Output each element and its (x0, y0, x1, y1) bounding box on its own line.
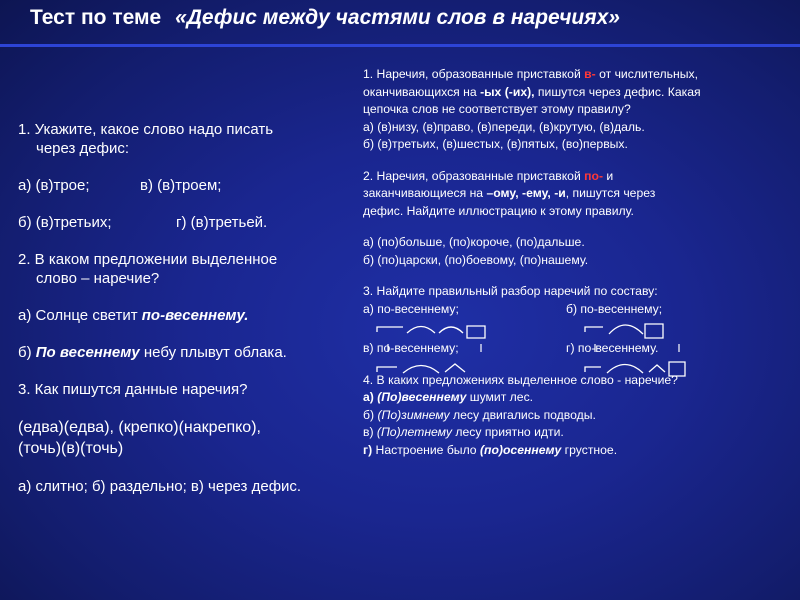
suffix-mark-g (649, 365, 665, 372)
right-column (363, 66, 788, 459)
root-arc-a2 (439, 327, 463, 333)
r1-line2: оканчивающихся на -ых (-их), пишутся через дефис. Какая (363, 84, 701, 99)
q1-text-line1: 1. Укажите, какое слово надо писать (18, 121, 274, 138)
r3-parse-row1 (363, 318, 788, 340)
morpheme-marks-ab (363, 318, 783, 340)
prefix-mark-v (377, 367, 397, 372)
suffix-mark-v (445, 364, 465, 372)
r3-row1 (363, 301, 788, 319)
q1-option-g: г) (в)третьей. (176, 214, 268, 231)
prefix-mark-a (377, 327, 403, 332)
r1-option-b: б) (в)третьих, (в)шестых, (в)пятых, (во)первых. (363, 137, 628, 151)
r4-option-a: а) (По)весеннему шумит лес. (363, 390, 534, 404)
root-arc-b (609, 325, 643, 334)
r2-line1: 2. Наречия, образованные приставкой по- и (363, 168, 614, 183)
r3-line1: 3. Найдите правильный разбор наречий по составу: (363, 284, 658, 298)
q1-options-row1 (18, 176, 358, 195)
r2-prefix-highlight: по- (584, 168, 604, 183)
q2-option-a-word: по-весеннему. (141, 307, 249, 324)
r2-line3: дефис. Найдите иллюстрацию к этому правилу. (363, 203, 634, 218)
q2-option-b-word: По весеннему (35, 344, 140, 361)
r4-option-g: г) Настроение было (по)осеннему грустное. (363, 442, 618, 457)
r4-option-b: б) (По)зимнему лесу двигались подводы. (363, 407, 596, 422)
r4-line1: 4. В каких предложениях выделенное слово - наречие? (363, 372, 678, 387)
r4-option-v-word: (По)летнему (376, 425, 452, 439)
r1-line3: цепочка слов не соответствует этому правилу? (363, 102, 631, 116)
r2-option-a: а) (по)больше, (по)короче, (по)дальше. (363, 235, 585, 249)
r4-option-a-word: (По)весеннему (377, 390, 467, 404)
r1-ending-highlight: -ых (-их), (480, 84, 535, 99)
r4-option-v: в) (По)летнему лесу приятно идти. (363, 425, 564, 439)
q1-option-a: а) (в)трое; (18, 177, 90, 194)
root-arc-g (607, 364, 643, 373)
q1-options-row2 (18, 213, 358, 232)
root-arc-v (403, 365, 439, 373)
ending-box-a (467, 326, 485, 338)
prefix-mark-g (585, 367, 601, 372)
r1-option-a: а) (в)низу, (в)право, (в)переди, (в)крутую, (в)даль. (363, 119, 645, 134)
r4-option-g-word: (по)осеннему (479, 442, 562, 457)
r3-option-g: г) по-весеннему. (566, 341, 659, 355)
q2-text-line1: 2. В каком предложении выделенное (18, 251, 278, 268)
ending-box-g (669, 362, 685, 376)
q3-words-line2: (точь)(в)(точь) (18, 440, 124, 457)
ending-box-b (645, 324, 663, 338)
r2-option-b: б) (по)царски, (по)боевому, (по)нашему. (363, 252, 589, 267)
q3-words-line1: (едва)(едва), (крепко)(накрепко), (18, 419, 261, 436)
r2-line2: заканчивающиеся на –ому, -ему, -и, пишутся через (363, 186, 656, 200)
title-topic: «Дефис между частями слов в наречиях» (175, 6, 620, 29)
r4-option-b-word: (По)зимнему (377, 407, 450, 422)
q1-option-b: б) (в)третьих; (18, 214, 112, 231)
title-divider (0, 44, 800, 47)
slide-title (30, 6, 790, 30)
r3-option-a: а) по-весеннему; (363, 301, 459, 316)
r1-prefix-highlight: в- (584, 67, 596, 81)
morpheme-marks-vg (363, 354, 783, 378)
root-arc-a (407, 327, 435, 334)
left-column (18, 120, 358, 496)
r2-ending-highlight: –ому, -ему, -и (486, 186, 566, 200)
q3-answers: а) слитно; б) раздельно; в) через дефис. (18, 478, 302, 495)
r3-option-b: б) по-весеннему; (566, 301, 663, 316)
q1-option-v: в) (в)троем; (140, 177, 222, 194)
title-prefix: Тест по теме (30, 6, 162, 29)
q3-text: 3. Как пишутся данные наречия? (18, 381, 248, 398)
r3-parse-row2 (363, 358, 788, 372)
q2-option-a: а) Солнце светит по-весеннему. (18, 307, 249, 324)
r1-line1: 1. Наречия, образованные приставкой в- от числительных, (363, 67, 698, 81)
prefix-mark-b (585, 327, 603, 332)
r3-option-v: в) по-весеннему; (363, 341, 459, 355)
q2-option-b: б) По весеннему небу плывут облака. (18, 344, 287, 361)
q2-text-line2: слово – наречие? (36, 270, 160, 287)
q1-text-line2: через дефис: (36, 140, 130, 157)
